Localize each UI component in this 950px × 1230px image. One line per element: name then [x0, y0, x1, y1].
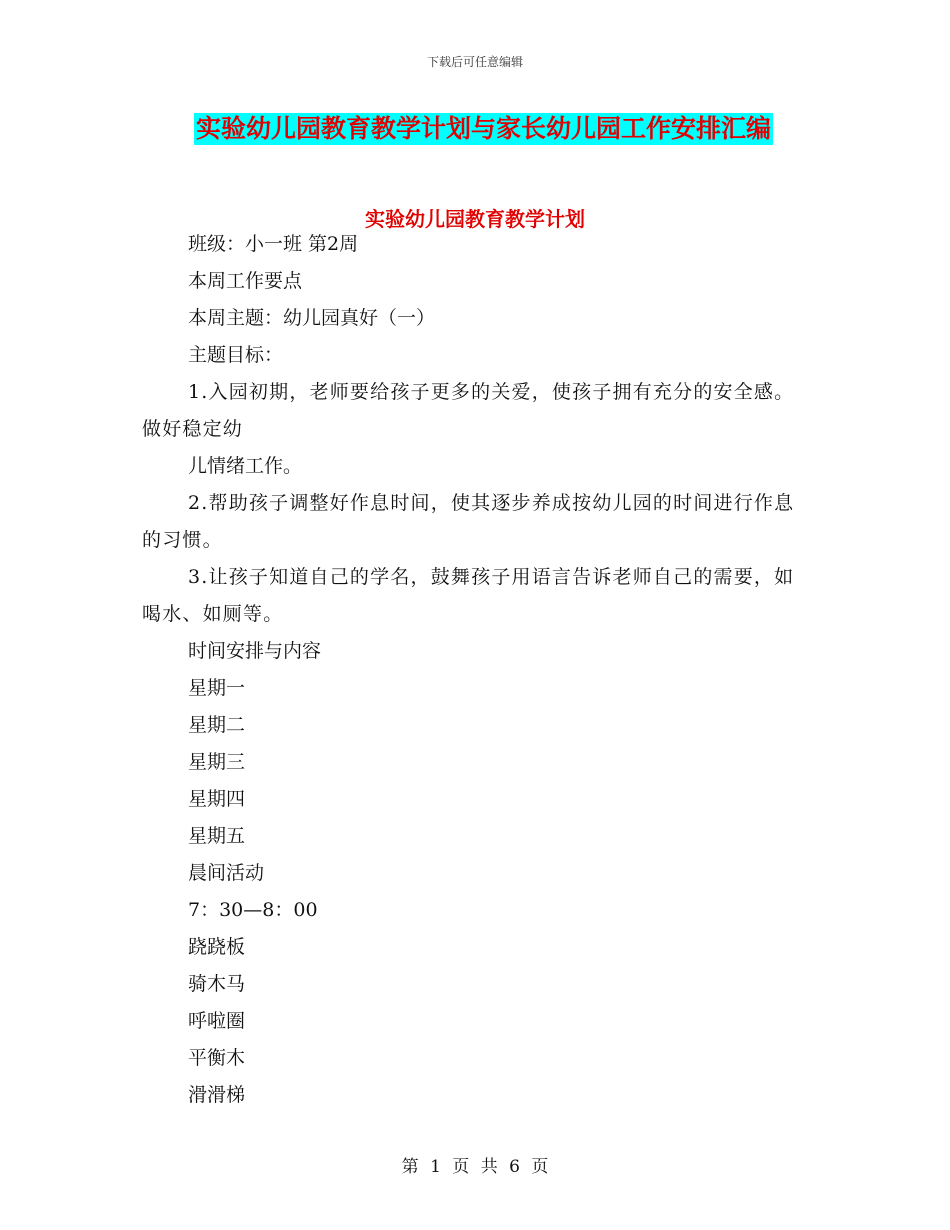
morning-activity-heading: 晨间活动: [188, 862, 265, 884]
week-theme-line: 本周主题：幼儿园真好（一）: [188, 307, 436, 329]
weekday-item: 星期二: [188, 714, 246, 736]
goal-item-3: 3.让孩子知道自己的学名，鼓舞孩子用语言告诉老师自己的需要，如喝水、如厕等。: [142, 566, 795, 625]
activity-item: 平衡木: [188, 1047, 246, 1069]
page-footer-number: 第 1 页 共 6 页: [401, 1157, 549, 1177]
activity-item: 跷跷板: [188, 936, 246, 958]
weekday-item: 星期四: [188, 788, 246, 810]
section-title: 实验幼儿园教育教学计划: [365, 207, 585, 231]
activity-item: 滑滑梯: [188, 1084, 246, 1106]
goal-item-2: 2.帮助孩子调整好作息时间，使其逐步养成按幼儿园的时间进行作息的习惯。: [142, 492, 795, 551]
weekday-item: 星期一: [188, 677, 246, 699]
weekday-item: 星期三: [188, 751, 246, 773]
page-header-note: 下载后可任意编辑: [426, 55, 523, 69]
week-points-heading: 本周工作要点: [188, 270, 303, 292]
activity-item: 呼啦圈: [188, 1010, 246, 1032]
class-info-line: 班级：小一班 第2周: [188, 233, 359, 255]
activity-item: 骑木马: [188, 973, 246, 995]
goal-item-1-continuation: 儿情绪工作。: [188, 455, 303, 477]
document-main-title: 实验幼儿园教育教学计划与家长幼儿园工作安排汇编: [196, 114, 772, 143]
schedule-heading: 时间安排与内容: [188, 640, 322, 662]
goal-item-1: 1.入园初期，老师要给孩子更多的关爱，使孩子拥有充分的安全感。做好稳定幼: [142, 381, 795, 440]
weekday-item: 星期五: [188, 825, 246, 847]
morning-time-range: 7：30—8：00: [188, 899, 318, 921]
document-body: [142, 226, 807, 1114]
theme-goal-label: 主题目标：: [188, 344, 284, 366]
